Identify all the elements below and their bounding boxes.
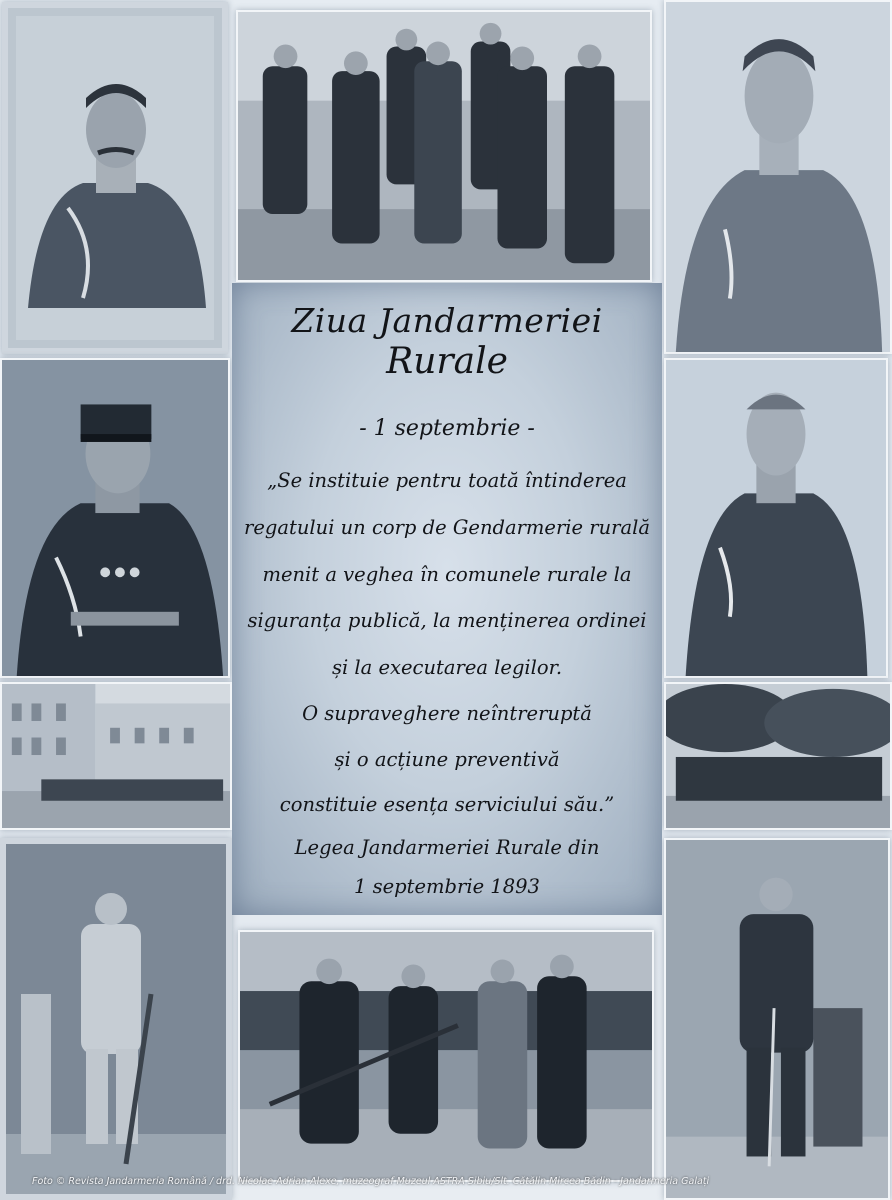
photo-cavalry-in-front-of-building (0, 682, 232, 830)
date-line: - 1 septembrie - (359, 416, 535, 441)
photo-standing-officer-with-sword (664, 838, 890, 1200)
law-date-line: 1 septembrie 1893 (354, 875, 540, 898)
photo-portrait-officer-with-medals (0, 358, 230, 678)
quote-line: menit a veghea în comunele rurale la (262, 563, 632, 586)
quote-line: și o acțiune preventivă (334, 748, 560, 771)
quote-line: O supraveghere neîntreruptă (302, 702, 592, 725)
photo-gendarmes-with-detainee (238, 930, 654, 1182)
title-line-2: Rurale (386, 341, 508, 382)
quote-line: constituie esența serviciului său.” (279, 793, 615, 816)
photo-portrait-bald-officer (664, 358, 888, 678)
photo-group-of-gendarmes (236, 10, 652, 282)
photo-portrait-young-officer (664, 0, 892, 354)
photo-standing-soldier-with-rifle (0, 838, 232, 1200)
quote-line: „Se instituie pentru toată întinderea (267, 469, 627, 492)
law-reference-line: Legea Jandarmeriei Rurale din (294, 836, 600, 859)
quote-line: și la executarea legilor. (331, 656, 563, 679)
quote-line: regatului un corp de Gendarmerie rurală (244, 516, 650, 539)
quote-line: siguranța publică, la menținerea ordinei (247, 609, 647, 632)
text-panel (232, 283, 662, 915)
title-line-1: Ziua Jandarmeriei (291, 301, 603, 340)
photo-cavalry-under-trees (664, 682, 892, 830)
photo-portrait-mustache-officer (2, 2, 228, 354)
photo-credit: Foto © Revista Jandarmeria Română / drd. Nicolae Adrian Alexe, muzeograf Muzeul ASTRA Sibiu/Slt. Cătălin Mircea Bădin - Jandarmeria Galați (32, 1176, 710, 1187)
